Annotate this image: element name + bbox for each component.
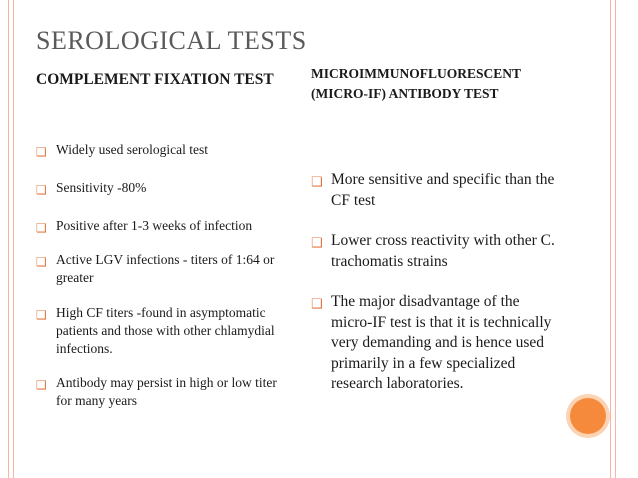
list-item: ❑ Lower cross reactivity with other C. trachomatis strains xyxy=(311,232,555,270)
micro-if-heading: MICROIMMUNOFLUORESCENT (MICRO-IF) ANTIBODY TEST xyxy=(311,66,521,101)
left-border-line-outer xyxy=(8,0,9,478)
hollow-square-bullet-icon: ❑ xyxy=(36,255,47,269)
hollow-square-bullet-icon: ❑ xyxy=(36,183,47,197)
list-item: ❑ Positive after 1-3 weeks of infection xyxy=(36,218,253,235)
list-item: ❑ Widely used serological test xyxy=(36,142,209,159)
complement-fixation-bullet-list xyxy=(36,141,286,410)
hollow-square-bullet-icon: ❑ xyxy=(311,236,323,251)
list-item: ❑ The major disadvantage of the micro-IF test is that it is technically very demanding and is hence used primarily in a few specialized research laboratories. xyxy=(311,293,552,392)
hollow-square-bullet-icon: ❑ xyxy=(311,297,323,312)
hollow-square-bullet-icon: ❑ xyxy=(36,308,47,322)
list-item: ❑ Sensitivity -80% xyxy=(36,180,147,197)
slide-title: SEROLOGICAL TESTS xyxy=(36,26,307,55)
hollow-square-bullet-icon: ❑ xyxy=(36,221,47,235)
list-item: ❑ More sensitive and specific than the CF test xyxy=(311,171,555,209)
list-item: ❑ Active LGV infections - titers of 1:64 or greater xyxy=(36,252,275,285)
hollow-square-bullet-icon: ❑ xyxy=(36,145,47,159)
orange-circle-decoration xyxy=(570,398,606,434)
complement-fixation-heading: COMPLEMENT FIXATION TEST xyxy=(36,71,274,88)
left-border-line-inner xyxy=(13,0,14,478)
list-item: ❑ High CF titers -found in asymptomatic patients and those with other chlamydial infections. xyxy=(36,305,275,356)
hollow-square-bullet-icon: ❑ xyxy=(36,378,47,392)
list-item: ❑ Antibody may persist in high or low titer for many years xyxy=(36,375,277,408)
right-border-line-inner xyxy=(610,0,611,478)
right-border-line-outer xyxy=(615,0,616,478)
hollow-square-bullet-icon: ❑ xyxy=(311,175,323,190)
micro-if-bullet-list xyxy=(311,170,561,395)
